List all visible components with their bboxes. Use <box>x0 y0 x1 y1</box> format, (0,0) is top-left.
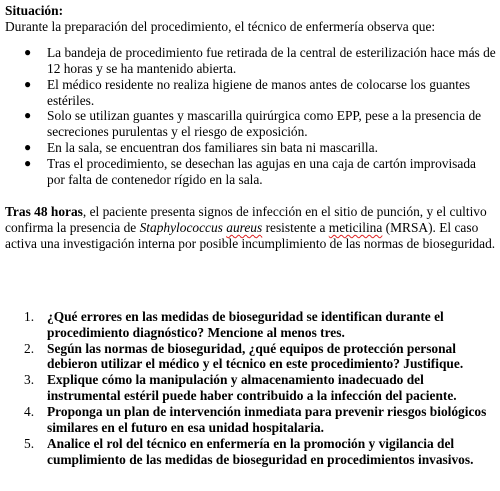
question-number: 3. <box>24 372 35 388</box>
question-number: 5. <box>24 435 35 451</box>
bullet-icon: ● <box>24 44 32 59</box>
document-page <box>5 3 497 468</box>
question-text: Explique cómo la manipulación y almacenamiento inadecuado del instrumental estéril puede haber contribuido a la infección del paciente. <box>47 372 457 404</box>
question-item <box>5 341 497 373</box>
question-number: 2. <box>24 340 35 356</box>
question-item <box>5 436 497 468</box>
list-item-text: En la sala, se encuentran dos familiares sin bata ni mascarilla. <box>47 140 378 156</box>
question-list <box>5 309 497 468</box>
list-item-text: La bandeja de procedimiento fue retirada de la central de esterilización hace más de 12 horas y se ha mantenido abierta. <box>47 44 496 76</box>
question-item <box>5 372 497 404</box>
organism-genus: Staphylococcus <box>139 219 223 235</box>
question-text: Según las normas de bioseguridad, ¿qué equipos de protección personal debieron utilizar el médico y el técnico en este procedimiento? Justifique. <box>47 340 464 372</box>
list-item <box>5 45 497 77</box>
observation-list <box>5 45 497 188</box>
bullet-icon: ● <box>24 156 32 171</box>
situation-intro: Durante la preparación del procedimiento, el técnico de enfermería observa que: <box>5 18 436 34</box>
followup-text-1: , el paciente presenta signos de infección en el sitio de punción, y el cultivo confirma la presencia de <box>5 203 487 235</box>
organism-species: aureus <box>226 219 263 235</box>
question-text: Analice el rol del técnico en enfermería en la promoción y vigilancia del cumplimiento de las medidas de bioseguridad en procedimientos invasivos. <box>47 435 474 467</box>
list-item <box>5 108 497 140</box>
situation-heading: Situación: <box>5 3 64 18</box>
followup-text-2: resistente a <box>262 219 329 235</box>
list-item-text: Tras el procedimiento, se desechan las agujas en una caja de cartón improvisada por falta de contenedor rígido en la sala. <box>47 156 476 188</box>
question-number: 1. <box>24 308 35 324</box>
list-item-text: Solo se utilizan guantes y mascarilla quirúrgica como EPP, pese a la presencia de secreciones purulentas y el riesgo de exposición. <box>47 108 482 140</box>
list-item-text: El médico residente no realiza higiene de manos antes de colocarse los guantes estériles. <box>47 76 471 108</box>
spellcheck-word: meticilina <box>328 219 383 235</box>
question-text: ¿Qué errores en las medidas de bioseguridad se identifican durante el procedimiento diagnóstico? Mencione al menos tres. <box>47 308 444 340</box>
followup-bold-lead: Tras 48 horas <box>5 203 83 219</box>
question-number: 4. <box>24 404 35 420</box>
followup-text-3: (MRSA). El caso activa una investigación interna por posible incumplimiento de las normas de bioseguridad. <box>5 219 496 251</box>
bullet-icon: ● <box>24 76 32 91</box>
question-item <box>5 309 497 341</box>
question-text: Proponga un plan de intervención inmediata para prevenir riesgos biológicos similares en el futuro en esa unidad hospitalaria. <box>47 404 487 436</box>
list-item <box>5 77 497 109</box>
list-item <box>5 140 497 156</box>
question-item <box>5 404 497 436</box>
bullet-icon: ● <box>24 108 32 123</box>
list-item <box>5 156 497 188</box>
bullet-icon: ● <box>24 140 32 155</box>
followup-paragraph <box>5 204 497 252</box>
